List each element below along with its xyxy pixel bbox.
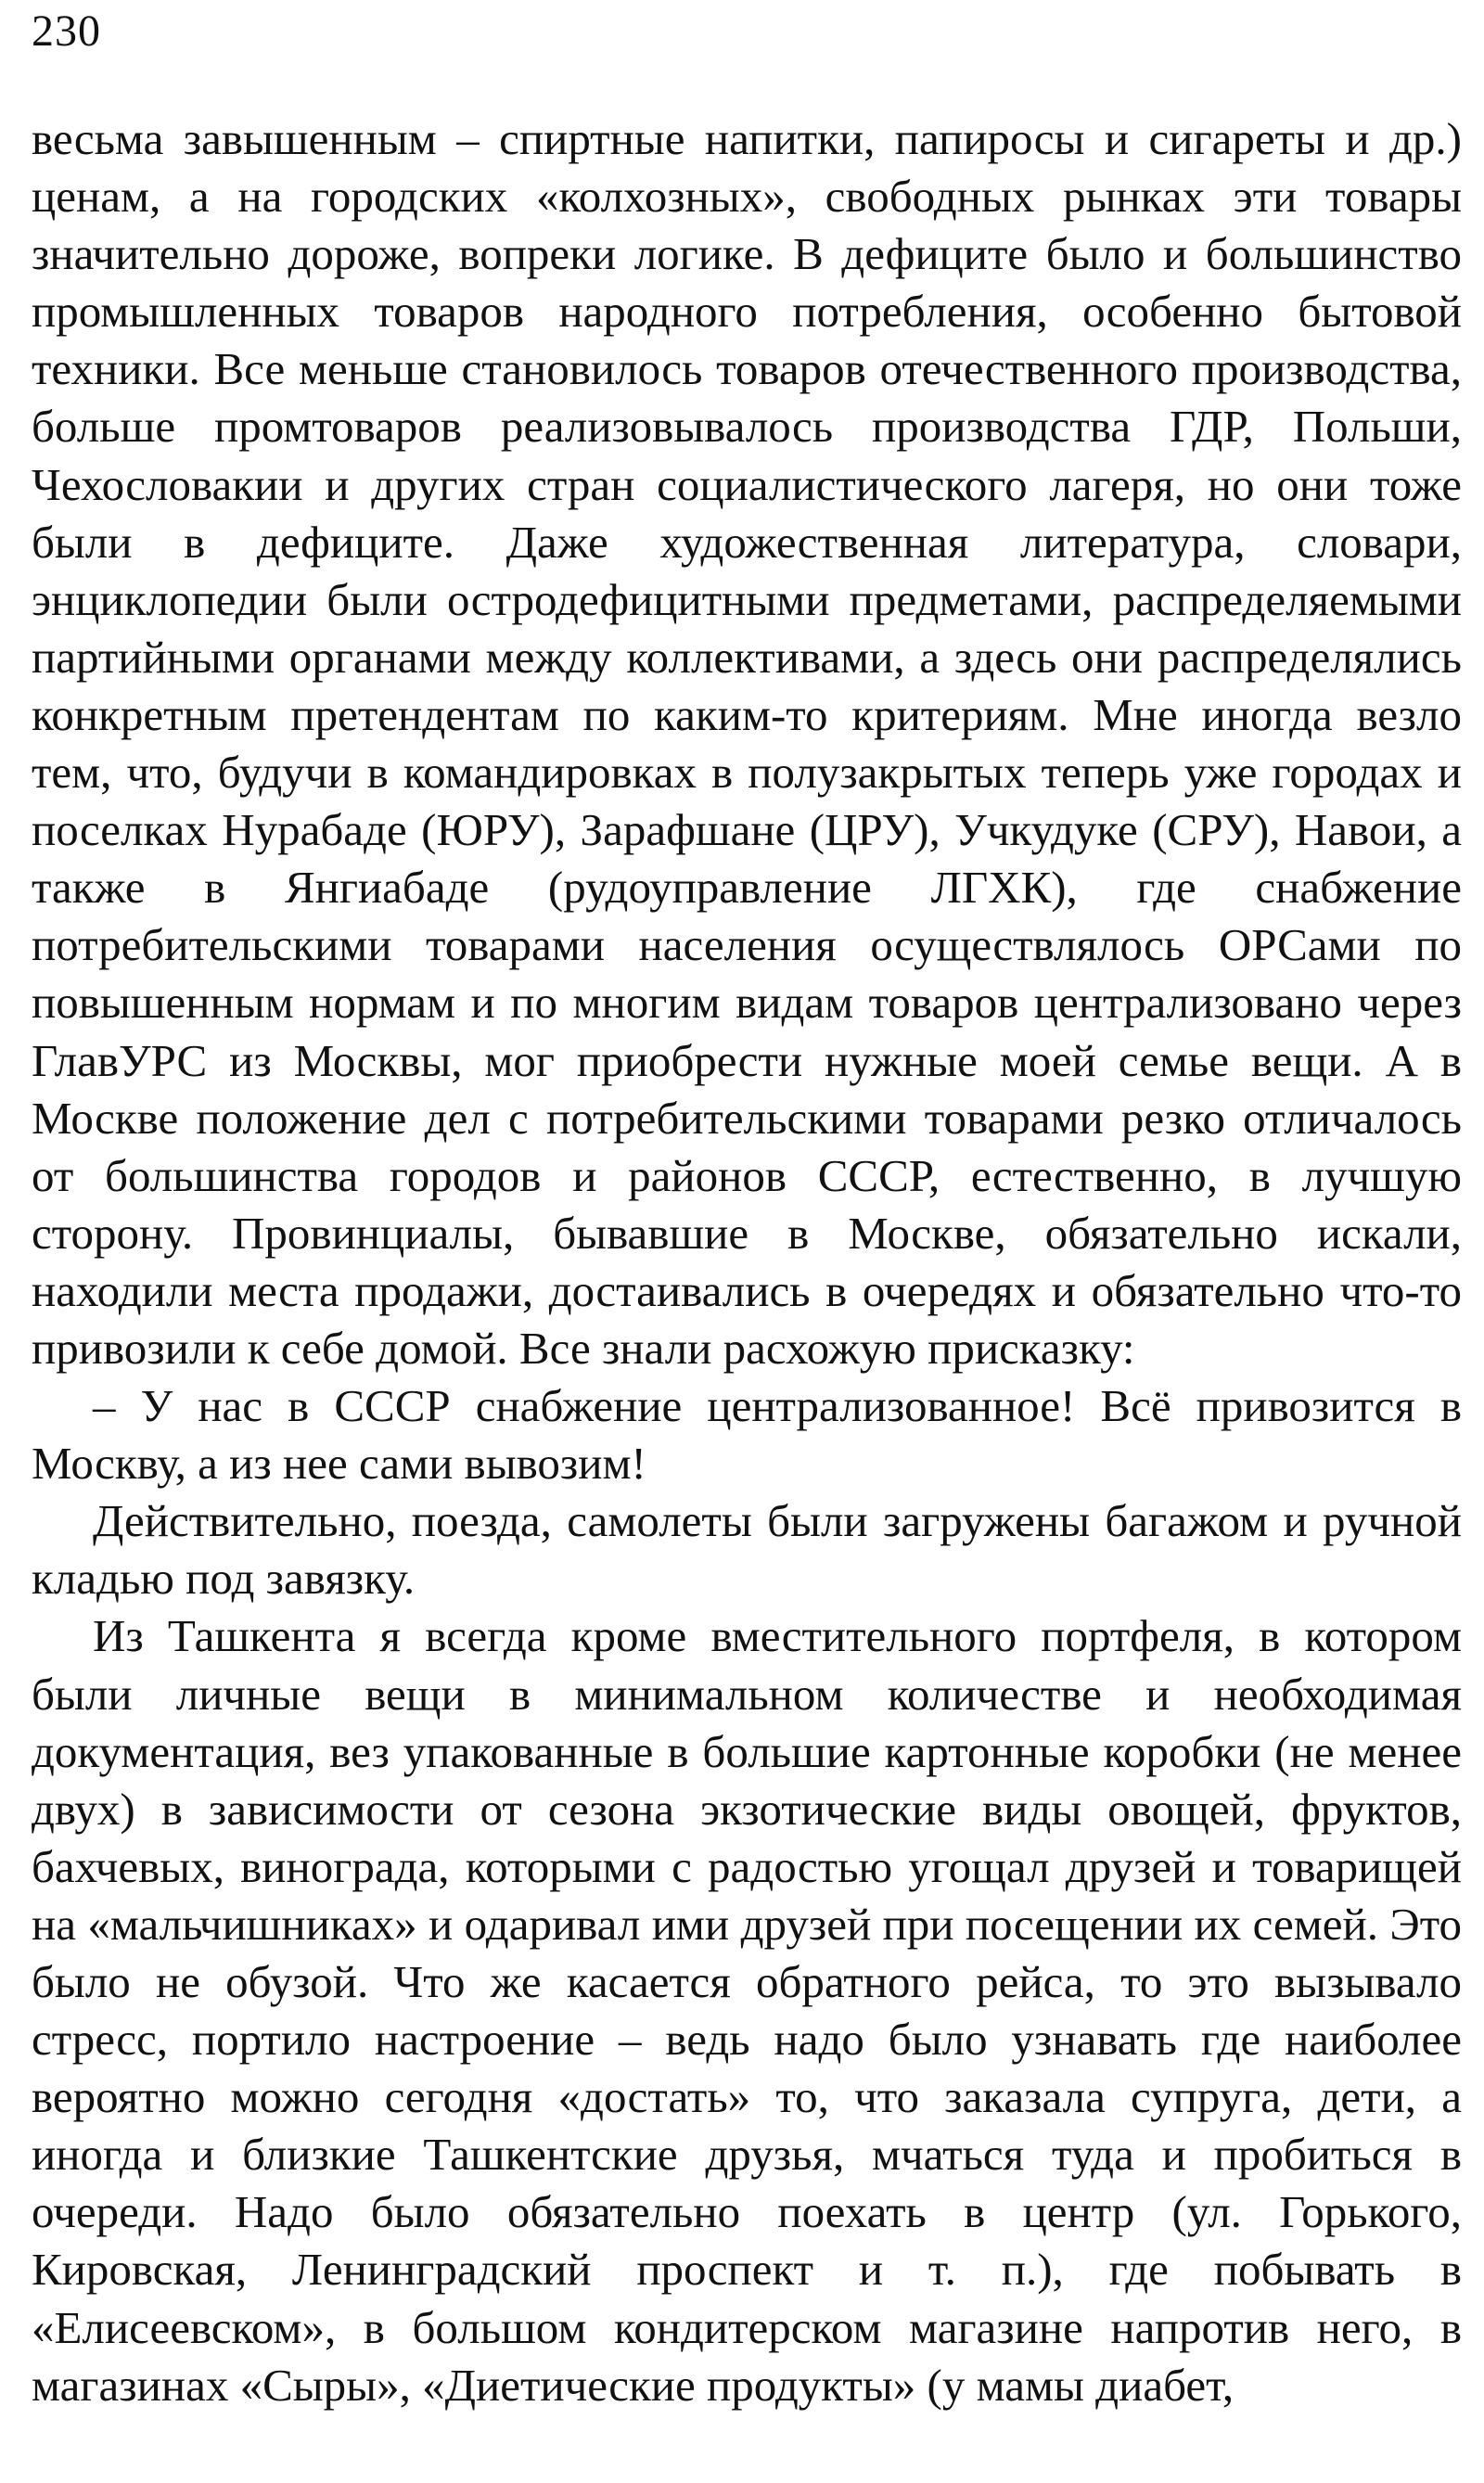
paragraph: – У нас в СССР снабжение централизованное! Всё привозится в Москву, а из нее сами вывозим!: [32, 1380, 1462, 1490]
paragraph: Действительно, поезда, самолеты были загружены багажом и ручной кладью под завязку.: [32, 1495, 1462, 1605]
body-text: [32, 110, 1462, 2414]
page-number: 230: [32, 6, 101, 56]
paragraph: весьма завышенным – спиртные напитки, папиросы и сигареты и др.) ценам, а на городских «колхозных», свободных рынках эти товары значительно дороже, вопреки логике. В дефиците было и большинство промышленных товаров народного потребления, особенно бытовой техники. Все меньше становилось товаров отечественного производства, больше промтоваров реализовывалось производства ГДР, Польши, Чехословакии и других стран социалистического лагеря, но они тоже были в дефиците. Даже художественная литература, словари, энциклопедии были остродефицитными предметами, распределяемыми партийными органами между коллективами, а здесь они распределялись конкретным претендентам по каким-то критериям. Мне иногда везло тем, что, будучи в командировках в полузакрытых теперь уже городах и поселках Нурабаде (ЮРУ), Зарафшане (ЦРУ), Учкудуке (СРУ), Навои, а также в Янгиабаде (рудоуправление ЛГХК), где снабжение потребительскими товарами населения осуществлялось ОРСами по повышенным нормам и по многим видам товаров централизовано через ГлавУРС из Москвы, мог приобрести нужные моей семье вещи. А в Москве положение дел с потребительскими товарами резко отличалось от большинства городов и районов СССР, естественно, в лучшую сторону. Провинциалы, бывавшие в Москве, обязательно искали, находили места продажи, достаивались в очередях и обязательно что-то привозили к себе домой. Все знали расхожую присказку:: [32, 113, 1462, 1374]
paragraph: Из Ташкента я всегда кроме вместительного портфеля, в котором были личные вещи в минимальном количестве и необходимая документация, вез упакованные в большие картонные коробки (не менее двух) в зависимости от сезона экзотические виды овощей, фруктов, бахчевых, винограда, которыми с радостью угощал друзей и товарищей на «мальчишниках» и одаривал ими друзей при посещении их семей. Это было не обузой. Что же касается обратного рейса, то это вызывало стресс, портило настроение – ведь надо было узнавать где наиболее вероятно можно сегодня «достать» то, что заказала супруга, дети, а иногда и близкие Ташкентские друзья, мчаться туда и пробиться в очереди. Надо было обязательно поехать в центр (ул. Горького, Кировская, Ленинградский проспект и т. п.), где побывать в «Елисеевском», в большом кондитерском магазине напротив него, в магазинах «Сыры», «Диетические продукты» (у мамы диабет,: [32, 1610, 1462, 2411]
